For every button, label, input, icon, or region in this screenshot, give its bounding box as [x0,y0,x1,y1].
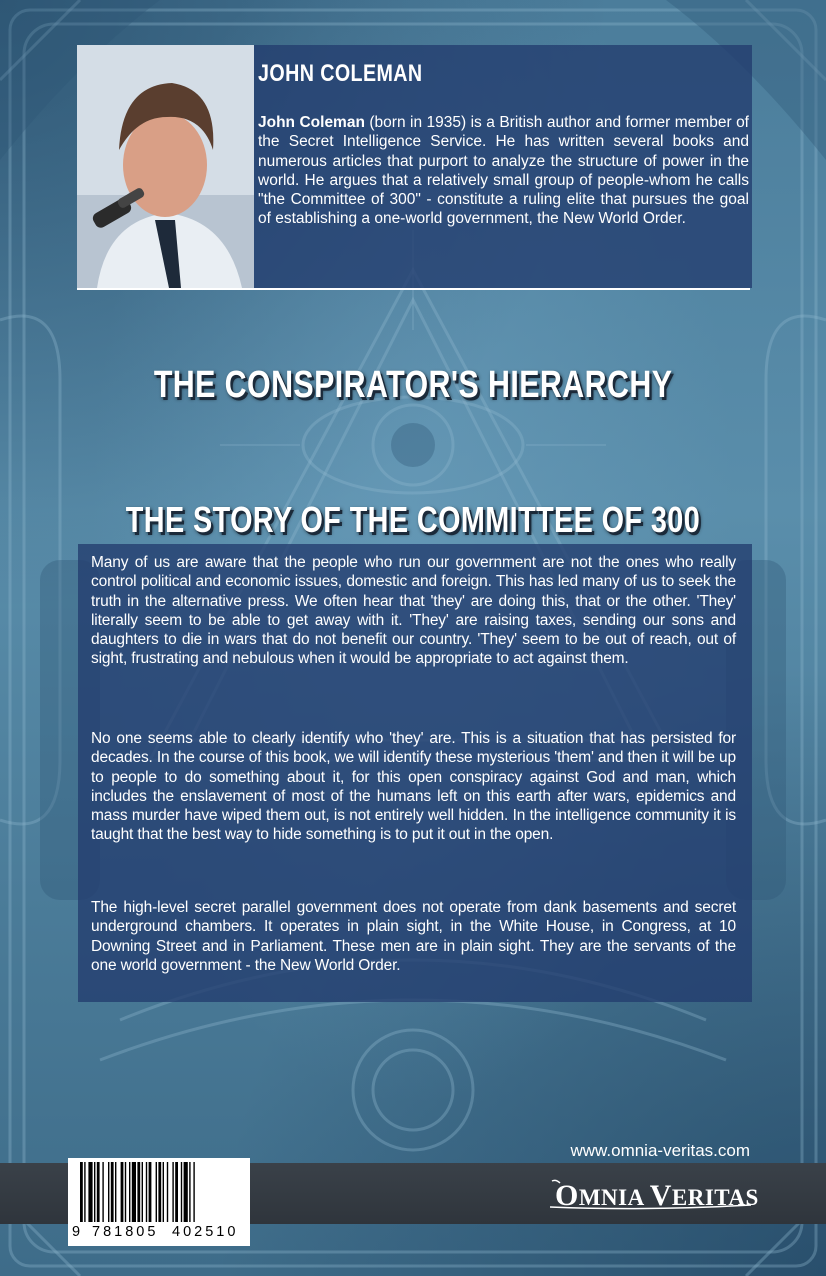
blurb-paragraph-3: The high-level secret parallel government does not operate from dank basements and secret underground chambers. It operates in plain sight, in the White House, in Congress, at 10 Downing Street and in Parliament. These men are in plain sight. They are the servants of the one world government - the New World Order. [91,899,736,974]
barcode-bar [121,1162,124,1222]
publisher-logo [555,1179,759,1213]
author-photo [77,45,254,288]
barcode-bar [88,1162,92,1222]
barcode-bar [175,1162,178,1222]
book-title [0,364,826,407]
barcode-bar [163,1162,164,1222]
logo-initial-2: V [649,1179,672,1212]
blurb-paragraph-1: Many of us are aware that the people who run our government are not the ones who really control political and economic issues, domestic and foreign. This has led many of us to seek the truth in the alternative press. We often hear that 'they' are doing this, that or the other. 'They' literally seem to be able to get away with it. 'They' are raising taxes, sending our sons and daughters to die in wars that do not benefit our country. 'They' seem to be out of reach, out of sight, frustrating and nebulous when it would be appropriate to act against them. [91,554,736,668]
barcode-bar [111,1162,114,1222]
barcode-bar [149,1162,152,1222]
barcode-bar [142,1162,143,1222]
section-divider [77,288,750,290]
isbn-digit-group-3: 402510 [172,1224,239,1240]
barcode-bar [80,1162,83,1222]
logo-word-1: MNIA [578,1185,644,1210]
barcode-bar [115,1162,116,1222]
blurb-paragraph-2: No one seems able to clearly identify who 'they' are. This is a situation that has persisted for decades. In the course of this book, we will identify these mysterious 'them' and then it will be up to people to do something about it, for this open conspiracy against God and man, which includes the enslavement of most of the humans left on this earth after wars, epidemics and mass murder have wiped them out, is not entirely well hidden. In the intelligence community it is taught that the best way to hide something is to put it out in the open. [91,730,736,844]
barcode-bar [156,1162,157,1222]
book-subtitle [0,499,826,541]
barcode-bar [184,1162,188,1222]
barcode-bar [97,1162,100,1222]
logo-word-2: ERITAS [671,1185,759,1210]
publisher-website: www.omnia-veritas.com [570,1141,750,1160]
barcode-bar [158,1162,161,1222]
barcode-bar [181,1162,182,1222]
barcode-bar [102,1162,103,1222]
barcode-bar [125,1162,126,1222]
barcode-bar [84,1162,85,1222]
barcode-bar [193,1162,194,1222]
barcode-bar [189,1162,190,1222]
isbn-digit-group-1: 9 [72,1224,81,1240]
logo-initial-1: O [555,1179,579,1212]
book-subtitle-text: THE STORY OF THE COMMITTEE OF 300 [125,499,701,540]
book-title-text: THE CONSPIRATOR'S HIERARCHY [153,364,673,406]
author-bio-name: John Coleman [258,114,365,131]
isbn-digits [68,1224,250,1244]
isbn-digit-group-2: 781805 [92,1224,159,1240]
barcode-bars [68,1158,250,1224]
author-bio-body: (born in 1935) is a British author and former member of the Secret Intelligence Service. He has written several books and numerous articles that purport to analyze the structure of power in the world. He argues that a relatively small group of people-whom he calls "the Committee of 300" - constitute a ruling elite that pursues the goal of establishing a one-world government, the New World Order. [258,114,749,228]
author-bio-text [258,113,749,229]
barcode-bar [167,1162,168,1222]
author-name-heading: JOHN COLEMAN [258,60,423,87]
barcode-bar [146,1162,147,1222]
barcode-bar [132,1162,136,1222]
barcode-bar [137,1162,140,1222]
barcode-bar [94,1162,95,1222]
barcode-bar [129,1162,130,1222]
barcode-bar [108,1162,109,1222]
barcode-bar [172,1162,173,1222]
